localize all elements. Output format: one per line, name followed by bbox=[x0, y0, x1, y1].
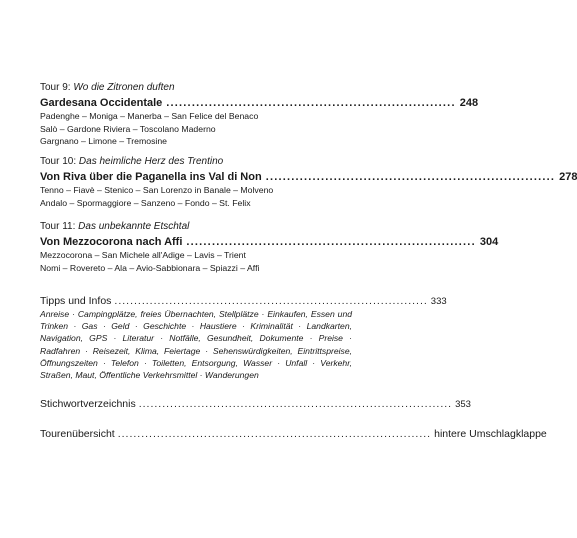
tour-places-line: Salò – Gardone Riviera – Toscolano Maderno bbox=[40, 123, 216, 134]
tour-places-line: Gargnano – Limone – Tremosine bbox=[40, 136, 168, 147]
tour-places-line: Tenno – Fiavè – Stenico – San Lorenzo in Banale – Molveno bbox=[40, 185, 274, 195]
tour-subtitle: Das unbekannte Etschtal bbox=[78, 221, 190, 232]
dot-leader: ................................................................................ bbox=[138, 398, 453, 410]
tour-places-line: Andalo – Spormaggiore – Sanzeno – Fondo – St. Felix bbox=[40, 197, 251, 208]
tour-number: Tour 11: bbox=[40, 221, 76, 232]
tour-entry bbox=[40, 221, 499, 274]
tour-entry bbox=[40, 156, 577, 209]
tipps-keywords: Anreise · Campingplätze, freies Übernachten, Stellplätze · Einkaufen, Essen und Trinken · Gas · Geld · Geschichte · Haustiere · Kriminalität · Landkarten, Navigation, GPS · Literatur · Notfälle, Gesundheit, Dokumente · Preise · Radfahren · Reisezeit, Klima, Feiertage · Sehenswürdigkeiten, Eintrittspreise, Öffnungszeiten · Telefon · Toiletten, Entsorgung, Wasser · Unfall · Verkehr, Straßen, Maut, Öffentliche Verkehrsmittel · Wanderungen bbox=[40, 309, 352, 381]
tour-route-row[interactable] bbox=[40, 96, 479, 110]
tour-page-number[interactable]: 278 bbox=[559, 171, 577, 183]
tour-route-row[interactable] bbox=[40, 170, 577, 184]
tour-route-row[interactable] bbox=[40, 235, 499, 249]
tour-number: Tour 10: bbox=[40, 156, 77, 167]
tour-heading bbox=[40, 156, 352, 168]
index-page-number[interactable]: 353 bbox=[455, 399, 471, 410]
tipps-label[interactable]: Tipps und Infos bbox=[40, 295, 112, 307]
index-row[interactable] bbox=[40, 398, 471, 411]
tour-page-number[interactable]: 304 bbox=[479, 236, 499, 248]
tour-subtitle: Wo die Zitronen duften bbox=[73, 82, 175, 93]
overview-page-reference[interactable]: hintere Umschlagklappe bbox=[434, 428, 547, 440]
dot-leader: ................................................................................ bbox=[114, 295, 428, 307]
tour-route-title[interactable]: Von Riva über die Paganella ins Val di Non bbox=[40, 171, 262, 183]
tour-places-line: Padenghe – Moniga – Manerba – San Felice del Benaco bbox=[40, 111, 259, 121]
tour-entry bbox=[40, 82, 479, 148]
tour-subtitle: Das heimliche Herz des Trentino bbox=[78, 156, 224, 167]
tour-heading bbox=[40, 221, 352, 233]
tour-places-line: Mezzocorona – San Michele all'Adige – Lavis – Trient bbox=[40, 250, 246, 260]
tour-page-number[interactable]: 248 bbox=[459, 97, 479, 109]
index-label[interactable]: Stichwortverzeichnis bbox=[40, 398, 136, 410]
dot-leader: .................................................................... bbox=[265, 171, 556, 183]
tipps-page-number[interactable]: 333 bbox=[430, 296, 447, 307]
dot-leader: ................................................................................ bbox=[117, 428, 432, 440]
tour-route-title[interactable]: Von Mezzocorona nach Affi bbox=[40, 236, 183, 248]
tour-route-title[interactable]: Gardesana Occidentale bbox=[40, 97, 163, 109]
dot-leader: .................................................................... bbox=[186, 236, 476, 248]
overview-row[interactable] bbox=[40, 428, 547, 441]
dot-leader: .................................................................... bbox=[166, 97, 456, 109]
tour-number: Tour 9: bbox=[40, 82, 71, 93]
tour-heading bbox=[40, 82, 352, 94]
tour-places-line: Nomi – Rovereto – Ala – Avio-Sabbionara – Spiazzi – Affi bbox=[40, 262, 260, 273]
tipps-row[interactable] bbox=[40, 295, 447, 308]
overview-label[interactable]: Tourenübersicht bbox=[40, 428, 115, 440]
